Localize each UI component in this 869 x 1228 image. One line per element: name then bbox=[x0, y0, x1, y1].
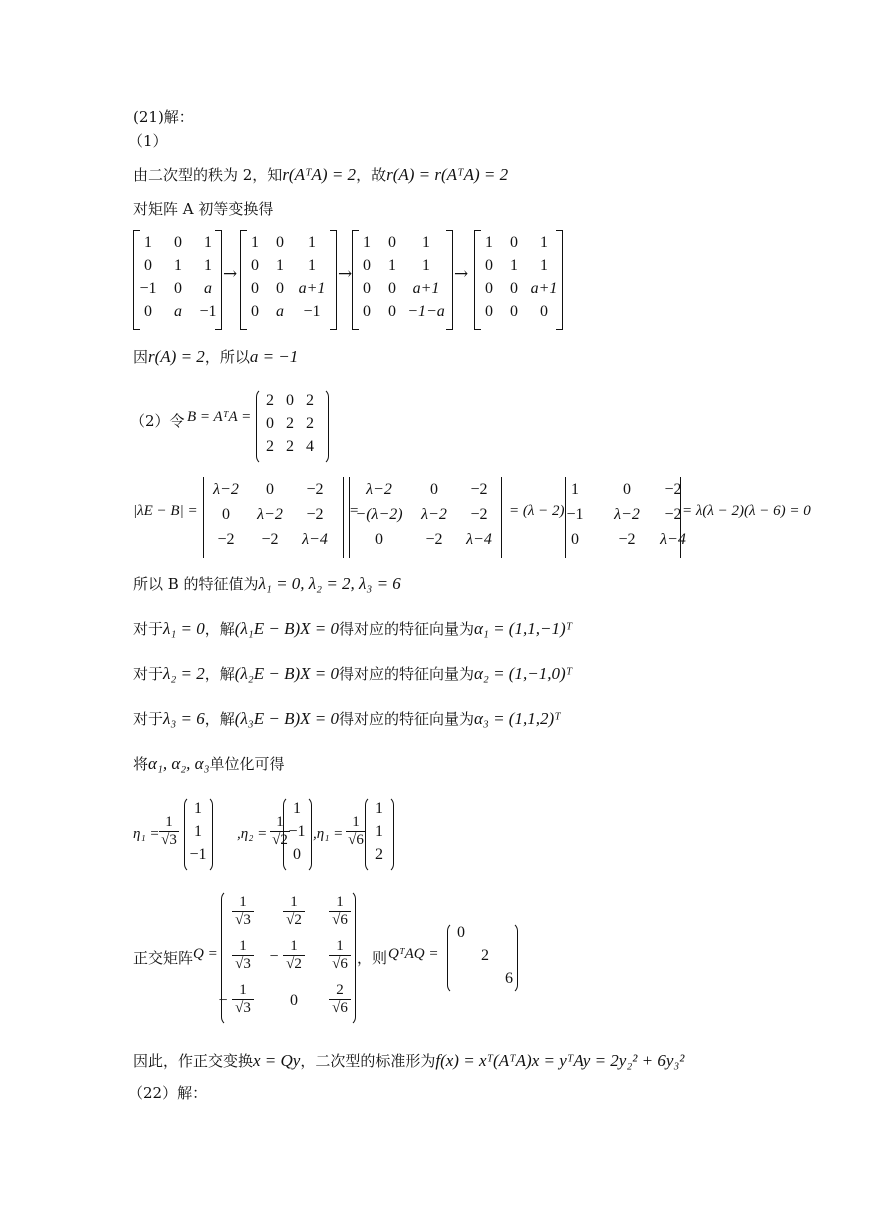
eta-name: η₁ = bbox=[133, 826, 160, 842]
det-2-cell: 0 bbox=[430, 481, 438, 498]
conclusion-a-line bbox=[133, 346, 298, 368]
elim-matrix-1-cell: a bbox=[174, 303, 182, 320]
elim-matrix-3-cell: 0 bbox=[388, 303, 396, 320]
fraction-numerator: 1 bbox=[232, 982, 254, 1000]
arrow-icon: → bbox=[454, 264, 469, 284]
unitize-text-b: 单位化可得 bbox=[209, 755, 285, 773]
fraction-denominator: √2 bbox=[272, 832, 288, 848]
elim-matrix-2-cell: 0 bbox=[251, 257, 259, 274]
elim-matrix-1-cell: 0 bbox=[174, 280, 182, 297]
elim-matrix-3-cell: 0 bbox=[363, 280, 371, 297]
fraction-denominator: √6 bbox=[332, 912, 348, 928]
problem-21-header: (21)解： bbox=[133, 108, 194, 126]
fraction-denominator: √3 bbox=[235, 956, 251, 972]
eigenvalues: λ₁ = 0, λ₂ = 2, λ₃ = 6 bbox=[258, 574, 401, 593]
q-cell: 0 bbox=[290, 992, 298, 1009]
part-1-label: （1） bbox=[128, 132, 168, 150]
eta-vector-1-cell: 1 bbox=[194, 800, 202, 817]
elim-matrix-2-cell: a+1 bbox=[298, 280, 326, 297]
q-cell-sign: − bbox=[269, 948, 279, 965]
fraction-denominator: √2 bbox=[286, 912, 302, 928]
elim-matrix-4-cell: 0 bbox=[510, 234, 518, 251]
fraction-numerator: 1 bbox=[329, 894, 351, 912]
det-1-cell: 0 bbox=[222, 506, 230, 523]
final-eq-1: x = Qy bbox=[253, 1051, 301, 1070]
elim-matrix-1-cell: 1 bbox=[144, 234, 152, 251]
fraction-denominator: √3 bbox=[161, 832, 177, 848]
fraction-numerator: 1 bbox=[283, 938, 305, 956]
eigenvector-mid: ，解 bbox=[204, 620, 235, 638]
final-text-a: 因此，作正交变换 bbox=[133, 1052, 254, 1070]
det-1-cell: λ−4 bbox=[302, 531, 328, 548]
elimination-text: 对矩阵 A 初等变换得 bbox=[133, 200, 274, 218]
fraction-numerator: 1 bbox=[329, 938, 351, 956]
elim-matrix-1-cell: 0 bbox=[144, 303, 152, 320]
conclusion-text-1: 因 bbox=[133, 348, 149, 366]
fraction-denominator: √3 bbox=[235, 1000, 251, 1016]
elim-matrix-1-cell: 0 bbox=[144, 257, 152, 274]
qaq-equation: QᵀAQ = bbox=[388, 946, 439, 962]
b-matrix-cell: 0 bbox=[266, 415, 274, 432]
eta-vector-3-cell: 1 bbox=[375, 823, 383, 840]
q-cell-fraction bbox=[283, 894, 305, 929]
elim-matrix-4-cell: 1 bbox=[485, 234, 493, 251]
fraction-numerator: 2 bbox=[329, 982, 351, 1000]
eigenvector-pre: 对于 bbox=[133, 620, 164, 638]
elim-matrix-2-cell: 1 bbox=[251, 234, 259, 251]
elim-matrix-2-cell: 0 bbox=[276, 280, 284, 297]
eta-vector-1-cell: −1 bbox=[189, 846, 207, 863]
det-2-cell: 0 bbox=[375, 531, 383, 548]
elim-matrix-1-cell: 1 bbox=[174, 257, 182, 274]
eta-vector-2-cell: 0 bbox=[293, 846, 301, 863]
elim-matrix-1-cell: 1 bbox=[204, 257, 212, 274]
eigenvector-pre: 对于 bbox=[133, 710, 164, 728]
elim-matrix-4-cell: 0 bbox=[485, 303, 493, 320]
elim-matrix-2-cell: a bbox=[276, 303, 284, 320]
elim-matrix-4-cell: 0 bbox=[510, 303, 518, 320]
unitize-line bbox=[133, 753, 285, 775]
det-2-cell: −2 bbox=[470, 506, 488, 523]
q-cell-fraction bbox=[329, 894, 351, 929]
elim-matrix-3-cell: −1−a bbox=[407, 303, 445, 320]
eta-vector-3-cell: 2 bbox=[375, 846, 383, 863]
rank-text-b: ，故 bbox=[356, 166, 387, 184]
eta-name: ,η₁ = bbox=[313, 826, 344, 842]
unitize-text-a: 将 bbox=[133, 755, 149, 773]
det-3-cell: 0 bbox=[623, 481, 631, 498]
fraction-numerator: 1 bbox=[270, 814, 290, 832]
eigenvector-post: 得对应的特征向量为 bbox=[338, 710, 474, 728]
det-1-cell: λ−2 bbox=[213, 481, 239, 498]
fraction-numerator: 1 bbox=[346, 814, 366, 832]
det-3-cell: −2 bbox=[618, 531, 636, 548]
eigenvector-lambda: λ₁ = 0 bbox=[163, 619, 205, 638]
b-matrix-cell: 2 bbox=[266, 438, 274, 455]
eta-vector-2-cell: −1 bbox=[288, 823, 306, 840]
eta-name: ,η₂ = bbox=[237, 826, 268, 842]
elim-matrix-4-cell: 1 bbox=[540, 257, 548, 274]
elim-matrix-4-cell: 0 bbox=[485, 257, 493, 274]
eigenvector-line-1 bbox=[133, 618, 572, 640]
final-eq-2: f(x) = xᵀ(AᵀA)x = yᵀAy = 2y₂² + 6y₃² bbox=[435, 1051, 685, 1070]
fraction-denominator: √3 bbox=[235, 912, 251, 928]
eigenvector-post: 得对应的特征向量为 bbox=[338, 665, 474, 683]
q-cell-fraction bbox=[232, 938, 254, 973]
elim-matrix-4-cell: 0 bbox=[540, 303, 548, 320]
eigenvector-value: α₃ = (1,1,2)ᵀ bbox=[474, 709, 561, 728]
eigenvector-lambda: λ₃ = 6 bbox=[163, 709, 205, 728]
diag-cell: 6 bbox=[505, 970, 513, 987]
elim-matrix-3-cell: 0 bbox=[388, 280, 396, 297]
det-3-cell: λ−4 bbox=[660, 531, 686, 548]
det-2-cell: λ−2 bbox=[366, 481, 392, 498]
b-matrix-cell: 2 bbox=[286, 438, 294, 455]
det-factor: = (λ − 2) bbox=[509, 503, 565, 519]
elim-matrix-2-cell: 1 bbox=[276, 257, 284, 274]
b-matrix-cell: 2 bbox=[286, 415, 294, 432]
eigenvector-equation: (λ₃E − B)X = 0 bbox=[234, 709, 339, 728]
det-2-cell: λ−4 bbox=[466, 531, 492, 548]
fraction-numerator: 1 bbox=[159, 814, 179, 832]
det-3-cell: −1 bbox=[566, 506, 584, 523]
eigenvector-pre: 对于 bbox=[133, 665, 164, 683]
det-1-cell: λ−2 bbox=[257, 506, 283, 523]
eigenvector-line-2 bbox=[133, 663, 572, 685]
elim-matrix-1-cell: a bbox=[204, 280, 212, 297]
conclusion-eq-1: r(A) = 2 bbox=[148, 347, 205, 366]
eigenvector-value: α₂ = (1,−1,0)ᵀ bbox=[474, 664, 573, 683]
elim-matrix-2-cell: 0 bbox=[276, 234, 284, 251]
elim-matrix-3-cell: 0 bbox=[363, 257, 371, 274]
elim-matrix-2-cell: 0 bbox=[251, 303, 259, 320]
elim-matrix-3-cell: 1 bbox=[388, 257, 396, 274]
eigenvector-lambda: λ₂ = 2 bbox=[163, 664, 205, 683]
det-1-cell: −2 bbox=[306, 481, 324, 498]
det-1-cell: 0 bbox=[266, 481, 274, 498]
q-label: 正交矩阵 bbox=[133, 949, 194, 967]
elim-matrix-2-cell: 0 bbox=[251, 280, 259, 297]
equals-sign: = bbox=[349, 503, 360, 519]
eigenvector-mid: ，解 bbox=[204, 710, 235, 728]
rank-text-a: 由二次型的秩为 2，知 bbox=[133, 166, 283, 184]
qaq-text: ，则 bbox=[357, 949, 388, 967]
problem-22-header: （22）解： bbox=[128, 1084, 208, 1102]
elim-matrix-4-cell: 1 bbox=[540, 234, 548, 251]
rank-line bbox=[133, 164, 508, 186]
rank-eq-1: r(AᵀA) = 2 bbox=[282, 165, 357, 184]
diag-cell: 0 bbox=[457, 924, 465, 941]
fraction-numerator: 1 bbox=[283, 894, 305, 912]
eigenvalue-line bbox=[133, 573, 401, 595]
elim-matrix-2-cell: −1 bbox=[303, 303, 321, 320]
b-equation: B = AᵀA = bbox=[187, 409, 252, 425]
eta-vector-1-cell: 1 bbox=[194, 823, 202, 840]
fraction-numerator: 1 bbox=[232, 894, 254, 912]
q-cell-fraction bbox=[232, 982, 254, 1017]
eigenvector-value: α₁ = (1,1,−1)ᵀ bbox=[474, 619, 573, 638]
det-3-cell: −2 bbox=[664, 506, 682, 523]
arrow-icon: → bbox=[338, 264, 353, 284]
eigenvector-equation: (λ₂E − B)X = 0 bbox=[234, 664, 339, 683]
det-1-cell: −2 bbox=[306, 506, 324, 523]
fraction-denominator: √6 bbox=[348, 832, 364, 848]
det-result: = λ(λ − 2)(λ − 6) = 0 bbox=[682, 503, 811, 519]
elim-matrix-1-cell: 1 bbox=[204, 234, 212, 251]
b-matrix-cell: 2 bbox=[306, 415, 314, 432]
elim-matrix-4-cell: 0 bbox=[510, 280, 518, 297]
elim-matrix-3-cell: 0 bbox=[363, 303, 371, 320]
elim-matrix-3-cell: 1 bbox=[363, 234, 371, 251]
q-equation: Q = bbox=[193, 946, 218, 962]
det-3-cell: 1 bbox=[571, 481, 579, 498]
unitize-vars: α₁, α₂, α₃ bbox=[148, 754, 210, 773]
det-3-cell: −2 bbox=[664, 481, 682, 498]
eta-vector-3-cell: 1 bbox=[375, 800, 383, 817]
b-matrix-cell: 0 bbox=[286, 392, 294, 409]
eigenvector-equation: (λ₁E − B)X = 0 bbox=[234, 619, 339, 638]
eigenvector-post: 得对应的特征向量为 bbox=[338, 620, 474, 638]
fraction-numerator: 1 bbox=[232, 938, 254, 956]
det-1-cell: −2 bbox=[217, 531, 235, 548]
elim-matrix-3-cell: 0 bbox=[388, 234, 396, 251]
eigenvector-mid: ，解 bbox=[204, 665, 235, 683]
elim-matrix-1-cell: −1 bbox=[199, 303, 217, 320]
eta-vector-2-cell: 1 bbox=[293, 800, 301, 817]
fraction-denominator: √6 bbox=[332, 1000, 348, 1016]
conclusion-eq-2: a = −1 bbox=[249, 347, 299, 366]
part-2-label: （2）令 bbox=[130, 412, 185, 430]
det-2-cell: λ−2 bbox=[421, 506, 447, 523]
det-2-cell: −2 bbox=[470, 481, 488, 498]
elim-matrix-1-cell: −1 bbox=[139, 280, 157, 297]
det-3-cell: 0 bbox=[571, 531, 579, 548]
eigenvector-line-3 bbox=[133, 708, 561, 730]
elim-matrix-1-cell: 0 bbox=[174, 234, 182, 251]
b-matrix-cell: 2 bbox=[266, 392, 274, 409]
final-line bbox=[133, 1050, 684, 1072]
b-matrix-cell: 4 bbox=[306, 438, 314, 455]
elim-matrix-4-cell: a+1 bbox=[530, 280, 558, 297]
q-cell-fraction bbox=[329, 938, 351, 973]
det-2-cell: −(λ−2) bbox=[355, 506, 403, 523]
elim-matrix-2-cell: 1 bbox=[308, 234, 316, 251]
fraction-denominator: √6 bbox=[332, 956, 348, 972]
q-cell-fraction bbox=[329, 982, 351, 1017]
elim-matrix-3-cell: a+1 bbox=[412, 280, 440, 297]
q-cell-fraction bbox=[283, 938, 305, 973]
det-3-cell: λ−2 bbox=[614, 506, 640, 523]
elim-matrix-4-cell: 1 bbox=[510, 257, 518, 274]
eigenvalue-text: 所以 B 的特征值为 bbox=[133, 575, 259, 593]
b-matrix-cell: 2 bbox=[306, 392, 314, 409]
conclusion-text-2: ，所以 bbox=[204, 348, 250, 366]
det-2-cell: −2 bbox=[425, 531, 443, 548]
elim-matrix-2-cell: 1 bbox=[308, 257, 316, 274]
elim-matrix-3-cell: 1 bbox=[422, 257, 430, 274]
elim-matrix-3-cell: 1 bbox=[422, 234, 430, 251]
det-1-cell: −2 bbox=[261, 531, 279, 548]
q-cell-sign: − bbox=[218, 992, 228, 1009]
diag-cell: 2 bbox=[481, 947, 489, 964]
fraction-denominator: √2 bbox=[286, 956, 302, 972]
final-text-b: ，二次型的标准形为 bbox=[300, 1052, 436, 1070]
elim-matrix-4-cell: 0 bbox=[485, 280, 493, 297]
arrow-icon: → bbox=[223, 264, 238, 284]
q-cell-fraction bbox=[232, 894, 254, 929]
rank-eq-2: r(A) = r(AᵀA) = 2 bbox=[386, 165, 509, 184]
det-lhs: |λE − B| = bbox=[133, 503, 198, 519]
